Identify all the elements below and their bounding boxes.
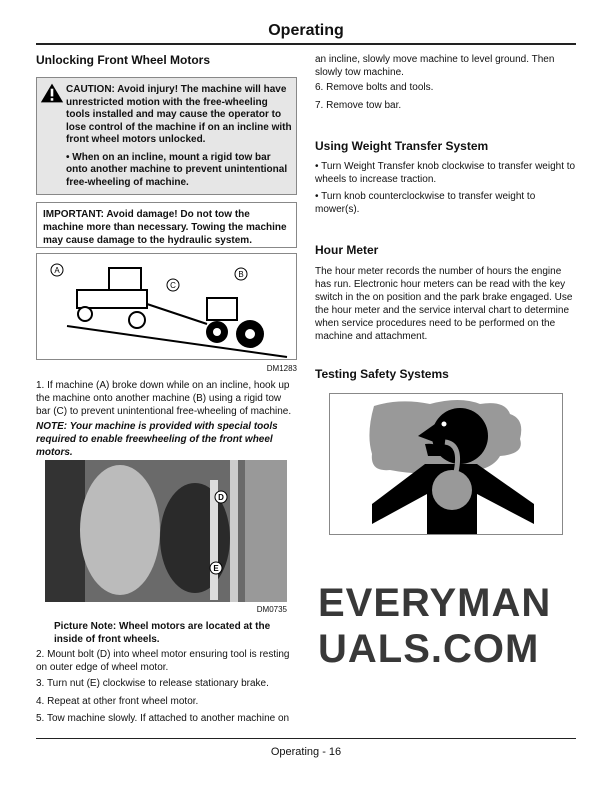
step-5-continued: an incline, slowly move machine to level ground. Then slowly tow machine. [315, 54, 555, 78]
step-2: 2. Mount bolt (D) into wheel motor ensuring tool is resting on outer edge of wheel motor. [36, 649, 290, 673]
picture-note: Picture Note: Wheel motors are located at the inside of front wheels. [54, 621, 271, 645]
figure-caption-dm0735: DM0735 [256, 605, 287, 614]
watermark: EVERYMANUALS.COM [318, 581, 552, 671]
note-text: NOTE: Your machine is provided with special tools required to enable freewheeling of the front wheel motors. [36, 421, 278, 458]
weight-item-2: • Turn knob counterclockwise to transfer weight to mower(s). [315, 191, 536, 215]
step-1: 1. If machine (A) broke down while on an incline, hook up the machine onto another machine (B) using a rigid tow bar (C) to prevent unintentional free-wheeling of machine. [36, 380, 292, 417]
page-title: Operating [268, 22, 344, 39]
caution-box [36, 77, 297, 195]
caution-text: CAUTION: Avoid injury! The machine will have unrestricted motion with the free-wheeling tools installed and may cause the operator to lose control of the machine if on an incline with front wheel motors unlocked. [66, 84, 292, 145]
footer-rule [36, 738, 576, 739]
section-heading-hour-meter: Hour Meter [315, 243, 379, 257]
toxic-fumes-icon [330, 394, 562, 534]
step-4: 4. Repeat at other front wheel motor. [36, 696, 199, 707]
figure-caption-dm1283: DM1283 [266, 364, 297, 373]
page-number: Operating - 16 [270, 746, 342, 758]
hour-meter-text: The hour meter records the number of hours the engine has run. Electronic hour meters can be read with the key switch in the on position and the park brake engaged. Use the hour meter and the service interval chart to determine when service procedures need to be performed on the machine and attachment. [315, 266, 573, 342]
step-6: 6. Remove bolts and tools. [315, 82, 434, 93]
figure-wheel-motor-photo [45, 460, 287, 602]
step-5: 5. Tow machine slowly. If attached to another machine on [36, 713, 290, 724]
wheel-motor-photo [45, 460, 287, 602]
step-3: 3. Turn nut (E) clockwise to release stationary brake. [36, 678, 269, 689]
label-a: A [54, 266, 60, 275]
label-e: E [213, 564, 219, 573]
warning-triangle-icon [40, 82, 64, 104]
figure-safety-symbol [329, 393, 563, 535]
step-7: 7. Remove tow bar. [315, 100, 402, 111]
figure-towing [36, 253, 297, 360]
section-heading-weight-transfer: Using Weight Transfer System [315, 139, 489, 153]
header-rule [36, 43, 576, 45]
section-heading-testing-safety: Testing Safety Systems [315, 367, 449, 381]
important-text: IMPORTANT: Avoid damage! Do not tow the machine more than necessary. Towing the machine may cause damage to the hydraulic system. [43, 209, 287, 246]
important-box [36, 202, 297, 248]
label-c: C [170, 281, 176, 290]
label-b: B [238, 270, 244, 279]
towing-illustration [37, 254, 296, 359]
weight-item-1: • Turn Weight Transfer knob clockwise to transfer weight to wheels to increase traction. [315, 161, 576, 185]
label-d: D [218, 493, 224, 502]
section-heading-unlocking: Unlocking Front Wheel Motors [36, 53, 210, 67]
caution-bullet: • When on an incline, mount a rigid tow bar onto another machine to prevent unintentional free-wheeling of machine. [66, 151, 288, 188]
